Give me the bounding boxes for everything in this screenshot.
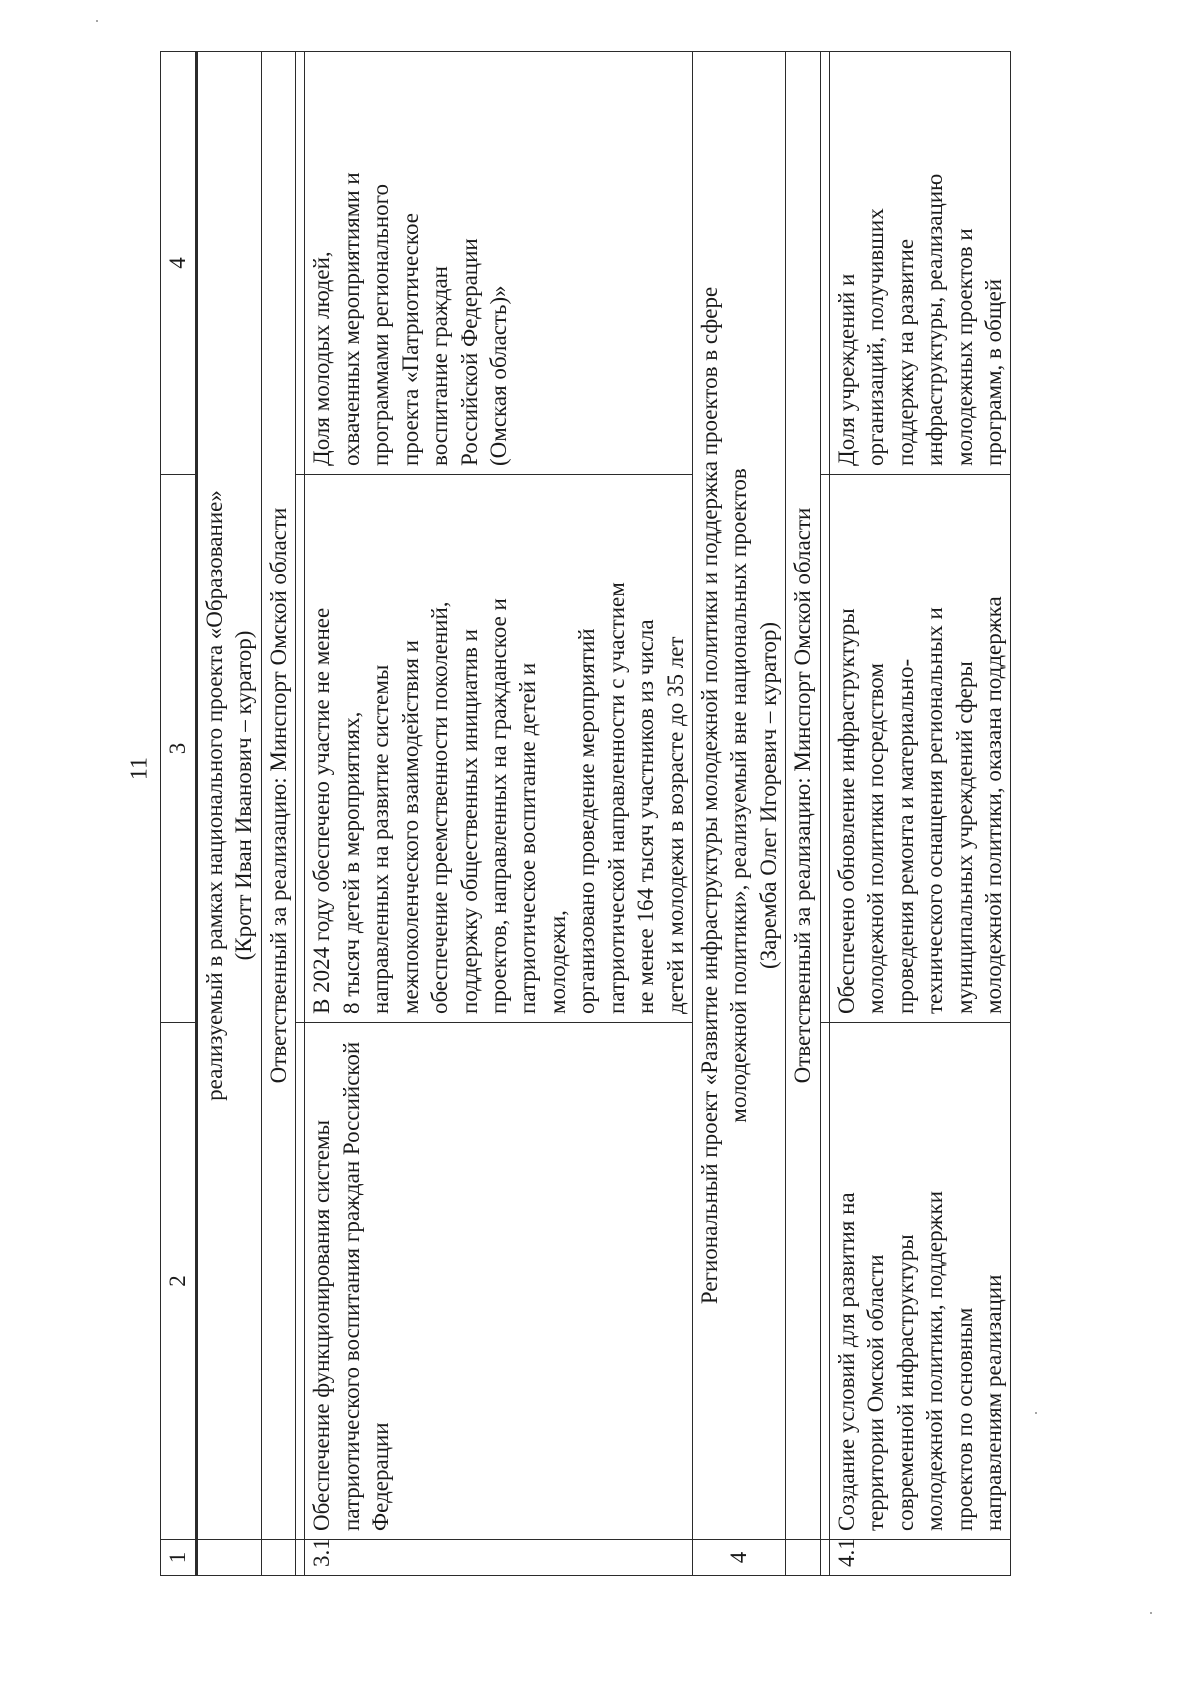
row-3-1-indicator-line: проекта «Патриотическое [397,213,423,466]
row-4-1-result-line: Обеспечено обновление инфраструктуры [833,608,859,1014]
spacer-cell-2 [296,1023,305,1540]
row-4-1-indicator-line: организаций, получивших [863,208,889,466]
row-3-1 [305,52,693,1576]
row-4-1-task-line: направлениям реализации [980,1274,1006,1531]
block1-title-row [197,52,262,1576]
row-4-1-result [829,475,1011,1023]
spacer-cell-3 [296,475,305,1023]
row-4-responsible-row [786,52,820,1576]
row-4-1 [829,52,1011,1576]
row-3-1-indicator-line: воспитание граждан [427,266,453,466]
row-4-responsible: Ответственный за реализацию: Минспорт Омской области [786,52,820,1540]
row-3-1-number: 3.1 [305,1540,693,1576]
row-3-1-indicator-line: (Омская область)» [485,285,511,466]
row-4-1-result-line: молодежной политики, оказана поддержка [980,596,1006,1014]
row-3-1-result-line: молодежи, [544,910,570,1014]
rotated-table-wrapper [160,52,1006,1576]
row-3-1-result [305,475,693,1023]
spacer2-cell-4 [820,52,829,475]
spacer2-cell-2 [820,1023,829,1540]
block1-responsible-row [261,52,295,1576]
row-4-1-result-line: молодежной политики посредством [863,663,889,1014]
row-3-1-indicator [305,52,693,475]
measures-table [160,51,1011,1576]
page-number: 11 [126,756,153,781]
spacer2-cell-1 [820,1540,829,1576]
row-3-1-result-line: организовано проведение мероприятий [574,628,600,1014]
spacer2-cell-3 [820,475,829,1023]
scan-speck [1150,1612,1152,1614]
row-4-1-indicator-line: программ, в общей [980,278,1006,466]
scan-speck [1035,1412,1037,1414]
row-3-1-indicator-line: программами регионального [368,183,394,466]
row-4-1-indicator-line: инфраструктуры, реализацию [922,173,948,466]
row-4-1-result-line: проведения ремонта и материально- [892,658,918,1014]
header-col-4: 4 [161,52,197,475]
row-3-1-result-line: В 2024 году обеспечено участие не менее [309,607,335,1014]
row-4-title-line2: молодежной политики», реализуемый вне национальных проектов [726,468,752,1123]
row-3-1-result-line: направленных на развитие системы [368,664,394,1014]
row-3-1-result-line: межпоколенческого взаимодействия и [397,640,423,1014]
scan-speck [96,20,98,22]
header-col-3: 3 [161,475,197,1023]
row-4-title-line1: Региональный проект «Развитие инфраструктуры молодежной политики и поддержка проектов в сфере [697,286,722,1305]
row-4-1-task-line: молодежной политики, поддержки [922,1190,948,1531]
row-4-title-line3: (Заремба Олег Игоревич – куратор) [755,621,781,970]
row-4-1-indicator-line: поддержку на развитие [892,238,918,466]
row-4-title-cell [693,52,786,1540]
row-3-1-indicator-line: Российской Федерации [456,238,482,466]
block1-responsible: Ответственный за реализацию: Минспорт Омской области [261,52,295,1540]
row-4-1-indicator-line: молодежных проектов и [951,228,977,466]
row-3-1-result-line: 8 тысяч детей в мероприятиях, [338,711,364,1014]
spacer-row [296,52,305,1576]
spacer-row-2 [820,52,829,1576]
row-4-1-indicator-line: Доля учреждений и [833,273,859,466]
row-3-1-result-line: патриотическое воспитание детей и [515,662,541,1014]
row-4-responsible-num-cell [786,1540,820,1576]
column-number-header [161,52,197,1576]
block1-title-line1: реализуемый в рамках национального проекта «Образование» [202,490,227,1101]
row-4-1-indicator [829,52,1011,475]
row-3-1-indicator-line: охваченных мероприятиями и [338,172,364,466]
row-3-1-result-line: детей и молодежи в возрасте до 35 лет [662,636,688,1014]
row-3-1-result-line: патриотической направленности с участием [603,582,629,1014]
row-4-1-task-line: территории Омской области [863,1254,889,1531]
row-4-1-number: 4.1 [829,1540,1011,1576]
row-4-number: 4 [693,1540,786,1576]
row-3-1-result-line: проектов, направленных на гражданское и [485,598,511,1014]
block1-responsible-num-cell [261,1540,295,1576]
row-3-1-result-line: обеспечение преемственности поколений, [427,601,453,1014]
block1-title [197,52,262,1540]
row-4-1-task-line: Создание условий для развития на [833,1192,859,1531]
row-3-1-task: Обеспечение функционирования системы патриотического воспитания граждан Российской Федерации [305,1023,693,1540]
row-4-1-result-line: технического оснащения региональных и [922,607,948,1014]
spacer-cell-4 [296,52,305,475]
row-3-1-result-line: не менее 164 тысяч участников из числа [633,619,659,1014]
spacer-cell-1 [296,1540,305,1576]
row-4-1-result-line: муниципальных учреждений сферы [951,661,977,1014]
block1-title-line2: (Кротт Иван Иванович – куратор) [231,630,257,961]
row-4-1-task-line: проектов по основным [951,1307,977,1531]
block1-num-cell [197,1540,262,1576]
row-4-1-task-line: современной инфраструктуры [892,1234,918,1531]
row-3-1-result-line: поддержку общественных инициатив и [456,629,482,1014]
header-col-1: 1 [161,1540,197,1576]
row-4-1-task [829,1023,1011,1540]
row-4-title [693,52,786,1576]
header-col-2: 2 [161,1023,197,1540]
row-3-1-indicator-line: Доля молодых людей, [309,251,335,466]
